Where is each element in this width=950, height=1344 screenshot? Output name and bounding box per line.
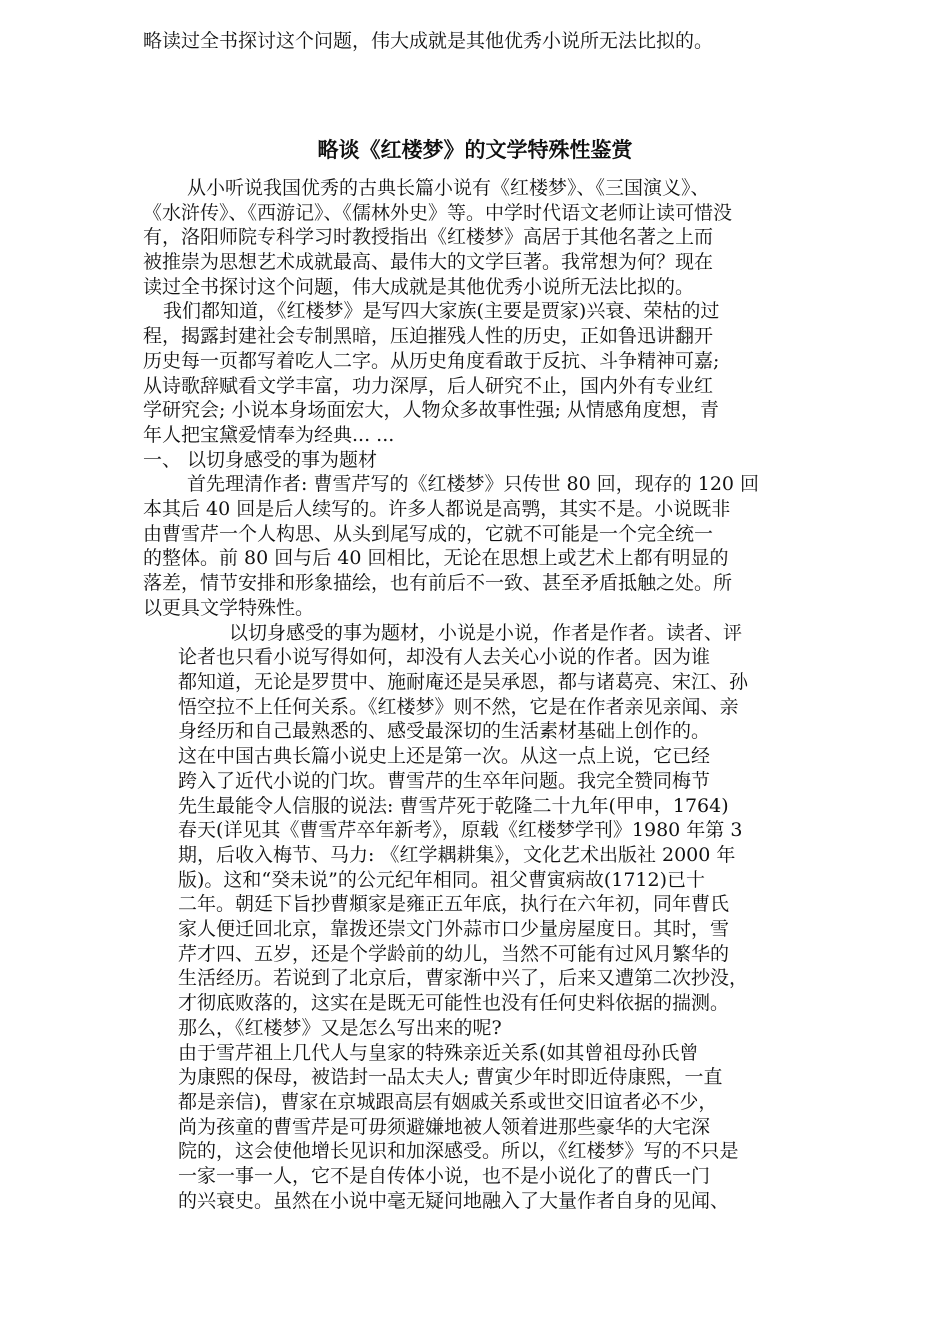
paragraph-line: 跨入了近代小说的门坎。曹雪芹的生卒年问题。我完全赞同梅节 bbox=[178, 770, 711, 792]
paragraph-line: 读过全书探讨这个问题，伟大成就是其他优秀小说所无法比拟的。 bbox=[143, 276, 695, 298]
paragraph-line: 期，后收入梅节、马力: 《红学耦耕集》，文化艺术出版社 2000 年 bbox=[178, 844, 736, 866]
paragraph-line: 春天(详见其《曹雪芹卒年新考》，原载《红楼梦学刊》1980 年第 3 bbox=[178, 819, 743, 841]
paragraph-line: 版)。这和“癸未说”的公元纪年相同。祖父曹寅病故(1712)已十 bbox=[178, 869, 706, 891]
paragraph-line: 那么，《红楼梦》又是怎么写出来的呢? bbox=[178, 1017, 502, 1039]
paragraph-line: 以更具文学特殊性。 bbox=[143, 597, 315, 619]
paragraph-line: 尚为孩童的曹雪芹是可毋须避嫌地被人领着进那些豪华的大宅深 bbox=[178, 1116, 711, 1138]
paragraph-line: 落差，情节安排和形象描绘，也有前后不一致、甚至矛盾抵触之处。所 bbox=[143, 572, 733, 594]
paragraph-line: 有，洛阳师院专科学习时教授指出《红楼梦》高居于其他名著之上而 bbox=[143, 226, 714, 248]
paragraph-line: 程，揭露封建社会专制黑暗，压迫摧残人性的历史，正如鲁迅讲翻开 bbox=[143, 325, 714, 347]
paragraph-line: 我们都知道，《红楼梦》是写四大家族(主要是贾家)兴衰、荣枯的过 bbox=[163, 300, 720, 322]
paragraph-line: 以切身感受的事为题材，小说是小说，作者是作者。读者、评 bbox=[229, 622, 743, 644]
paragraph-line: 先生最能令人信服的说法: 曹雪芹死于乾隆二十九年(甲申，1764) bbox=[178, 795, 729, 817]
paragraph-line: 为康熙的保母，被诰封一品太夫人; 曹寅少年时即近侍康熙，一直 bbox=[178, 1066, 723, 1088]
paragraph-line: 由曹雪芹一个人构思、从头到尾写成的，它就不可能是一个完全统一 bbox=[143, 523, 714, 545]
paragraph-line: 才彻底败落的，这实在是既无可能性也没有任何史料依据的揣测。 bbox=[178, 992, 730, 1014]
paragraph-line: 从小听说我国优秀的古典长篇小说有《红楼梦》、《三国演义》、 bbox=[187, 177, 710, 199]
paragraph-line: 的兴衰史。虽然在小说中毫无疑问地融入了大量作者自身的见闻、 bbox=[178, 1190, 730, 1212]
paragraph-line: 院的，这会使他增长见识和加深感受。所以，《红楼梦》写的不只是 bbox=[178, 1140, 739, 1162]
paragraph-line: 芹才四、五岁，还是个学龄前的幼儿，当然不可能有过风月繁华的 bbox=[178, 943, 730, 965]
paragraph-line: 论者也只看小说写得如何，却没有人去关心小说的作者。因为谁 bbox=[178, 646, 711, 668]
paragraph-line: 年人把宝黛爱情奉为经典... ... bbox=[143, 424, 395, 446]
paragraph-line: 从诗歌辞赋看文学丰富，功力深厚，后人研究不止，国内外有专业红 bbox=[143, 375, 714, 397]
paragraph-line: 历史每一页都写着吃人二字。从历史角度看敢于反抗、斗争精神可嘉; bbox=[143, 350, 720, 372]
paragraph-line: 都知道，无论是罗贯中、施耐庵还是吴承恩，都与诸葛亮、宋江、孙 bbox=[178, 671, 749, 693]
paragraph-line: 都是亲信)，曹家在京城跟高层有姻戚关系或世交旧谊者必不少， bbox=[178, 1091, 718, 1113]
paragraph-line: 的整体。前 80 回与后 40 回相比，无论在思想上或艺术上都有明显的 bbox=[143, 547, 729, 569]
paragraph-line: 学研究会; 小说本身场面宏大，人物众多故事性强; 从情感角度想，青 bbox=[143, 399, 719, 421]
paragraph-line: 这在中国古典长篇小说史上还是第一次。从这一点上说，它已经 bbox=[178, 745, 711, 767]
paragraph-line: 由于雪芹祖上几代人与皇家的特殊亲近关系(如其曾祖母孙氏曾 bbox=[178, 1042, 699, 1064]
paragraph-line: 本其后 40 回是后人续写的。许多人都说是高鹗，其实不是。小说既非 bbox=[143, 498, 731, 520]
paragraph-line: 《水浒传》、《西游记》、《儒林外史》等。中学时代语文老师让读可惜没 bbox=[143, 202, 733, 224]
paragraph-line: 身经历和自己最熟悉的、感受最深切的生活素材基础上创作的。 bbox=[178, 720, 711, 742]
paragraph-line: 二年。朝廷下旨抄曹頫家是雍正五年底，执行在六年初，同年曹氏 bbox=[178, 893, 730, 915]
paragraph-line: 一家一事一人，它不是自传体小说，也不是小说化了的曹氏一门 bbox=[178, 1165, 711, 1187]
paragraph-line: 家人便迁回北京，靠拨还崇文门外蒜市口少量房屋度日。其时，雪 bbox=[178, 918, 730, 940]
top-cropped-line: 略读过全书探讨这个问题，伟大成就是其他优秀小说所无法比拟的。 bbox=[143, 30, 714, 52]
paragraph-line: 被推崇为思想艺术成就最高、最伟大的文学巨著。我常想为何？现在 bbox=[143, 251, 714, 273]
paragraph-line: 生活经历。若说到了北京后，曹家渐中兴了，后来又遭第二次抄没， bbox=[178, 967, 749, 989]
paragraph-line: 悟空拉不上任何关系。《红楼梦》则不然，它是在作者亲见亲闻、亲 bbox=[178, 696, 739, 718]
paragraph-line: 首先理清作者: 曹雪芹写的《红楼梦》只传世 80 回，现存的 120 回 bbox=[187, 473, 760, 495]
document-title: 略谈《红楼梦》的文学特殊性鉴赏 bbox=[317, 137, 633, 162]
paragraph-line: 一、 以切身感受的事为题材 bbox=[143, 449, 378, 471]
